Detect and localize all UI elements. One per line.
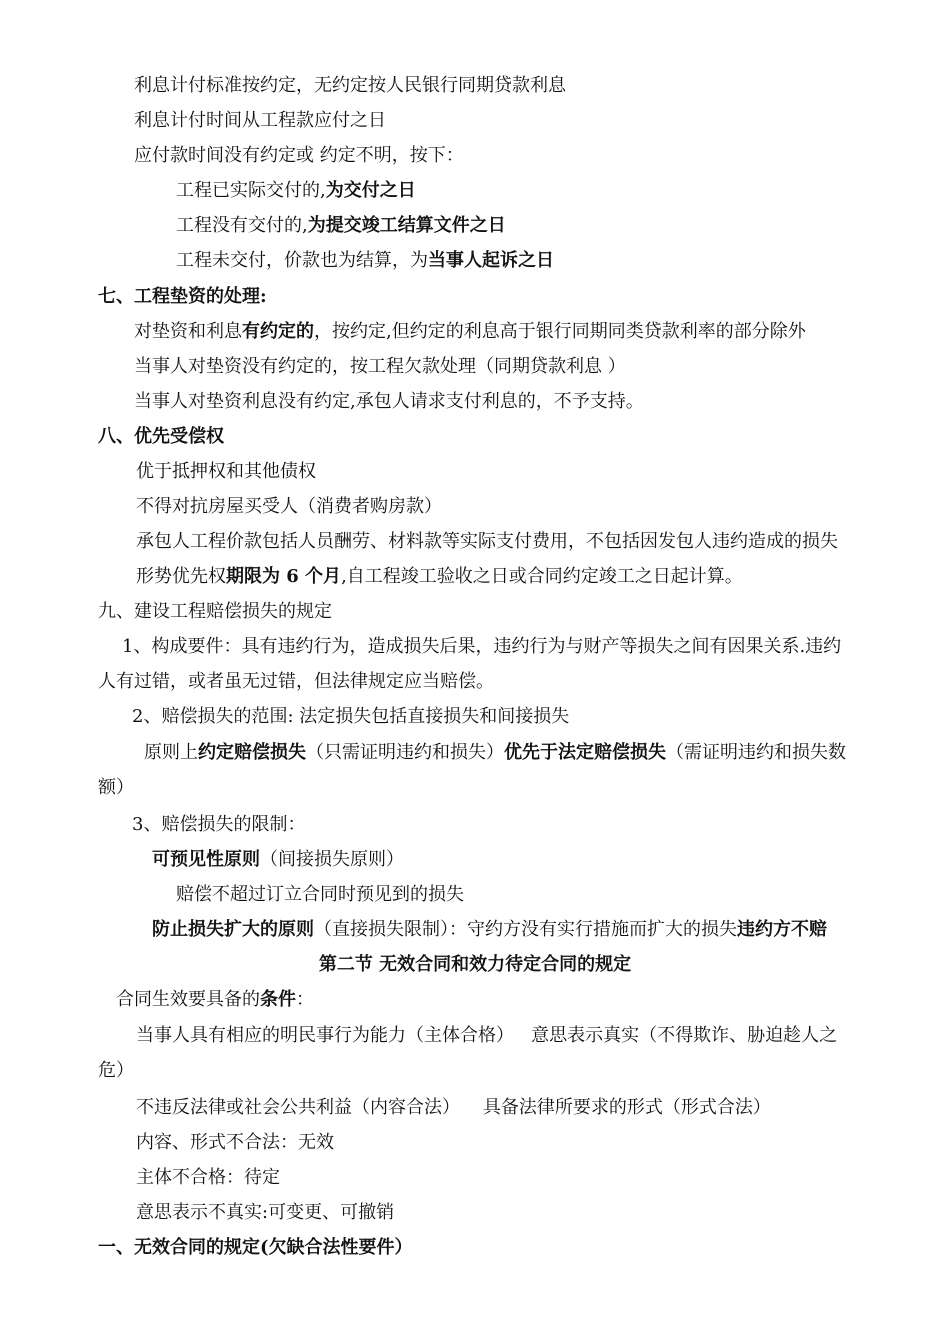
text-line: 当事人对垫资没有约定的，按工程欠款处理（同期贷款利息 ） (134, 356, 626, 377)
text-line: 利息计付时间从工程款应付之日 (134, 110, 386, 131)
text-line: 承包人工程价款包括人员酬劳、材料款等实际支付费用，不包括因发包人违约造成的损失 (136, 531, 838, 552)
text-line: 危） (98, 1060, 134, 1081)
text-run: 工程已实际交付的, (176, 180, 326, 201)
text-line (152, 917, 827, 943)
text-run: ： (296, 989, 314, 1010)
text-line: 2、赔偿损失的范围: 法定损失包括直接损失和间接损失 (132, 706, 570, 727)
text-line: 人有过错，或者虽无过错，但法律规定应当赔偿。 (98, 671, 494, 692)
text-line: 3、赔偿损失的限制： (132, 814, 306, 835)
text-run: （只需证明违约和损失） (306, 742, 504, 763)
text-line: 赔偿不超过订立合同时预见到的损失 (176, 884, 464, 905)
text-run: （需证明违约和损失数 (666, 742, 846, 763)
text-line (116, 987, 314, 1013)
text-line: 额） (98, 777, 134, 798)
text-line (176, 178, 416, 204)
text-line: 应付款时间没有约定或 约定不明，按下： (134, 145, 464, 166)
text-run: 形势优先权 (136, 566, 226, 587)
text-run: 对垫资和利息 (134, 321, 242, 342)
text-line (176, 213, 506, 239)
text-line (136, 564, 743, 590)
text-line: 优于抵押权和其他债权 (136, 461, 316, 482)
text-run: 工程未交付，价款也为结算，为 (176, 250, 428, 271)
section-heading: 七、工程垫资的处理: (98, 286, 267, 307)
text-line (176, 248, 554, 274)
section-heading: 九、建设工程赔偿损失的规定 (98, 601, 332, 622)
bold-run: 约定赔偿损失 (198, 742, 306, 763)
bold-run: 为提交竣工结算文件之日 (307, 215, 506, 236)
bold-run: 当事人起诉之日 (428, 250, 554, 271)
bold-run: 可预见性原则 (152, 849, 260, 870)
text-line (152, 847, 404, 873)
bold-run: 防止损失扩大的原则 (152, 919, 314, 940)
text-line: 意思表示不真实:可变更、可撤销 (136, 1202, 395, 1223)
text-line: 1、构成要件：具有违约行为，造成损失后果，违约行为与财产等损失之间有因果关系.违约 (122, 636, 842, 657)
bold-run: 为交付之日 (325, 180, 416, 201)
text-line: 主体不合格：待定 (136, 1167, 280, 1188)
text-run: ，按约定,但约定的利息高于银行同期同类贷款利率的部分除外 (314, 321, 806, 342)
text-line: 内容、形式不合法：无效 (136, 1132, 334, 1153)
text-line: 当事人对垫资利息没有约定,承包人请求支付利息的，不予支持。 (134, 391, 644, 412)
text-run: ,自工程竣工验收之日或合同约定竣工之日起计算。 (341, 566, 743, 587)
section-heading: 八、优先受偿权 (98, 426, 224, 447)
text-run: 合同生效要具备的 (116, 989, 260, 1010)
text-line: 利息计付标准按约定，无约定按人民银行同期贷款利息 (134, 75, 566, 96)
bold-run: 违约方不赔 (737, 919, 827, 940)
text-run: （间接损失原则） (260, 849, 404, 870)
text-line: 不得对抗房屋买受人（消费者购房款） (136, 496, 442, 517)
bold-run: 条件 (260, 989, 296, 1010)
bold-run: 期限为 6 个月 (226, 566, 342, 587)
section-title: 第二节 无效合同和效力待定合同的规定 (318, 954, 632, 975)
text-line (134, 319, 806, 345)
text-run: 原则上 (144, 742, 198, 763)
text-line: 当事人具有相应的明民事行为能力（主体合格） 意思表示真实（不得欺诈、胁迫趁人之 (136, 1025, 838, 1046)
bold-run: 有约定的 (242, 321, 314, 342)
text-run: 工程没有交付的, (176, 215, 308, 236)
text-line: 不违反法律或社会公共利益（内容合法） 具备法律所要求的形式（形式合法） (136, 1097, 771, 1118)
bold-run: 优先于法定赔偿损失 (504, 742, 666, 763)
text-run: （直接损失限制）：守约方没有实行措施而扩大的损失 (314, 919, 737, 940)
section-heading: 一、无效合同的规定(欠缺合法性要件） (98, 1237, 413, 1258)
text-line (144, 740, 846, 766)
